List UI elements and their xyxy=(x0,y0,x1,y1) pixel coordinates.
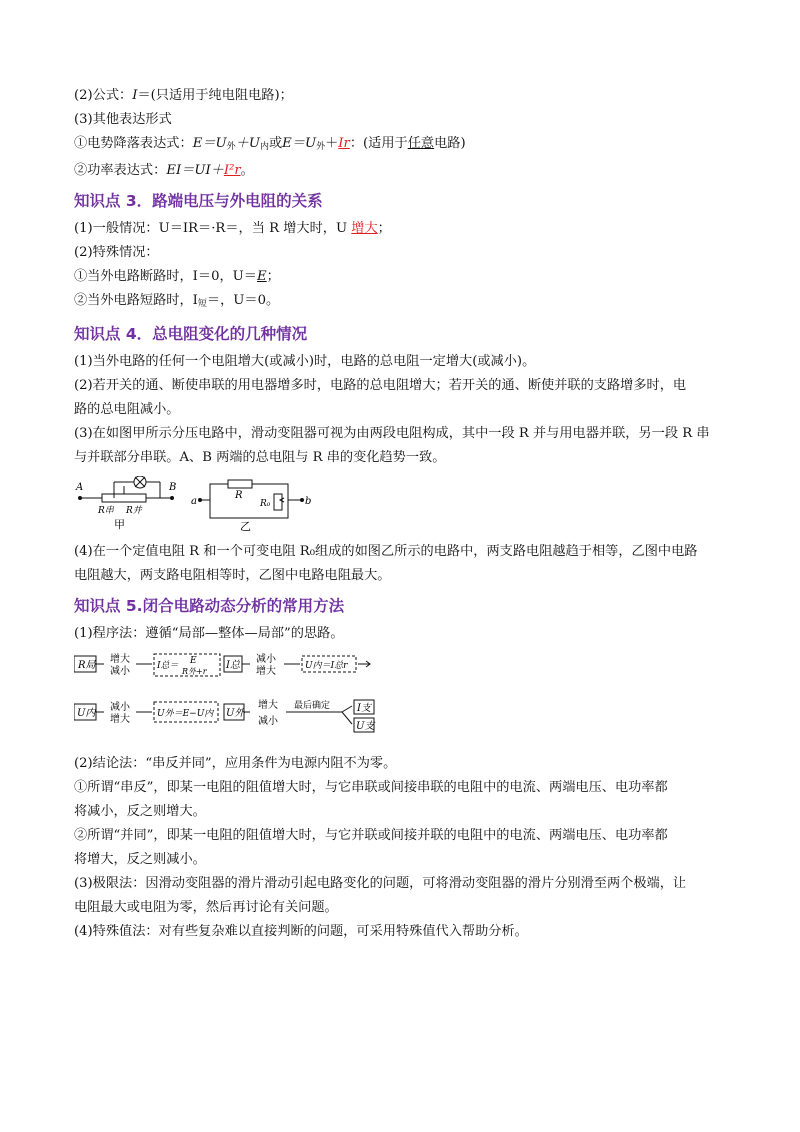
emf-note-pre: ：(适用于 xyxy=(349,136,408,151)
formula-prefix: (2)公式： xyxy=(74,88,133,103)
circuit-diagrams-svg xyxy=(74,476,314,532)
power-eq: EI＝UI＋ xyxy=(166,163,224,178)
flow2-down2: 减小 xyxy=(258,716,278,727)
emf-or: 或 xyxy=(268,136,283,151)
kp5-limit-b: 电阻最大或电阻为零，然后再讨论有关问题。 xyxy=(74,900,338,915)
power-label: ②功率表达式： xyxy=(74,163,167,178)
emf-note-underlined: 任意 xyxy=(407,136,435,151)
figure-jia xyxy=(79,476,177,502)
flow1-down1: 减小 xyxy=(110,666,130,677)
flow2-mid: 最后确定 xyxy=(294,701,331,711)
flow1-box4: U内＝I总r xyxy=(305,661,348,671)
kp3-heading: 知识点 3．路端电压与外电阻的关系 xyxy=(74,192,323,210)
flow1-box2-lhs: I总＝ xyxy=(157,661,179,671)
other-forms-line: (3)其他表达形式 xyxy=(74,112,172,127)
kp3-short-post: ＝，U＝0。 xyxy=(206,293,280,308)
label-R-series: R串 xyxy=(98,506,114,516)
kp3-general-text: (1)一般情况：U＝IR＝·R＝，当 R 增大时，U xyxy=(74,221,352,236)
label-R-parallel: R并 xyxy=(126,506,142,516)
kp5-c2a: ②所谓“并同”，即某一电阻的阻值增大时，与它并联或间接并联的电阻中的电流、两端电压、电功率都 xyxy=(74,828,668,843)
formula-suffix: ＝(只适用于纯电阻电路)； xyxy=(137,88,293,103)
label-a: a xyxy=(191,496,197,507)
label-b: b xyxy=(305,496,312,507)
flow2-up2: 增大 xyxy=(258,700,278,711)
label-R: R xyxy=(235,490,243,501)
figure-yi xyxy=(199,480,304,518)
kp4-p1: (1)当外电路的任何一个电阻增大(或减小)时，电路的总电阻一定增大(或减小)。 xyxy=(74,354,536,369)
flow2-box2: U外＝E−U内 xyxy=(157,709,214,719)
flow2-box5: U支 xyxy=(356,721,375,732)
emf-answer-ir: Ir xyxy=(338,136,350,151)
emf-plus: ＋U xyxy=(235,136,260,151)
kp3-open-line xyxy=(74,265,734,289)
caption-yi: 乙 xyxy=(240,520,251,532)
flow2-box4: I支 xyxy=(357,703,371,714)
kp4-p4b: 电阻越大，两支路电阻相等时，乙图中电路电阻最大。 xyxy=(74,568,391,583)
label-B: B xyxy=(169,482,177,493)
emf-sub1: 外 xyxy=(226,142,236,152)
formula-line xyxy=(74,84,734,108)
flow1-down2: 增大 xyxy=(256,666,276,677)
emf-sub3: 外 xyxy=(316,142,326,152)
power-answer: I²r xyxy=(223,163,241,178)
flow2-up1: 减小 xyxy=(110,702,130,713)
kp4-p3b: 与并联部分串联。A、B 两端的总电阻与 R 串的变化趋势一致。 xyxy=(74,450,446,465)
flow-svg xyxy=(74,652,394,744)
flow-diagrams xyxy=(74,652,734,748)
label-R0: R₀ xyxy=(260,499,271,509)
kp5-heading: 知识点 5.闭合电路动态分析的常用方法 xyxy=(74,597,345,615)
flow1-box1: R局 xyxy=(78,660,96,671)
emf-sub2: 内 xyxy=(259,142,269,152)
emf-note-post: 电路) xyxy=(434,136,466,151)
flow2-down1: 增大 xyxy=(110,714,130,725)
emf-drop-line xyxy=(74,132,734,159)
kp3-general-line xyxy=(74,217,734,241)
flow1-up1: 增大 xyxy=(110,654,130,665)
emf-plus2: ＋ xyxy=(325,136,339,151)
caption-jia: 甲 xyxy=(114,518,125,531)
kp4-p2b: 路的总电阻减小。 xyxy=(74,402,180,417)
kp5-c1a: ①所谓“串反”，即某一电阻的阻值增大时，与它串联或间接串联的电阻中的电流、两端电压、电功率都 xyxy=(74,780,668,795)
flow1-box3: I总 xyxy=(226,660,240,671)
circuit-figures xyxy=(74,476,734,536)
kp3-general-answer: 增大 xyxy=(351,221,378,236)
kp4-p2a: (2)若开关的通、断使串联的用电器增多时，电路的总电阻增大；若开关的通、断使并联的支路增多时，电 xyxy=(74,378,687,393)
document-page xyxy=(74,84,734,944)
kp4-p3a: (3)在如图甲所示分压电路中，滑动变阻器可视为由两段电阻构成，其中一段 R 并与用电器并联，另一段 R 串 xyxy=(74,426,710,441)
kp3-open-text: ①当外电路断路时，I＝0，U＝ xyxy=(74,269,257,284)
kp3-short-sub: 短 xyxy=(197,299,207,309)
kp5-special: (4)特殊值法：对有些复杂难以直接判断的问题，可采用特殊值代入帮助分析。 xyxy=(74,924,528,939)
kp3-open-end: ； xyxy=(266,269,280,284)
kp5-c1b: 将减小，反之则增大。 xyxy=(74,804,206,819)
kp4-p4a: (4)在一个定值电阻 R 和一个可变电阻 R₀组成的如图乙所示的电路中，两支路电阻越趋于相等，乙图中电路 xyxy=(74,544,698,559)
emf-drop-label: ①电势降落表达式： xyxy=(74,136,193,151)
flow1-box2-num: E xyxy=(190,656,197,666)
flow1-box2-den: R外+r xyxy=(182,667,207,676)
formula-var: I xyxy=(132,88,138,103)
kp5-conclusion: (2)结论法：“串反并同”，应用条件为电源内阻不为零。 xyxy=(74,756,397,771)
label-A: A xyxy=(76,482,84,493)
flow2-box3: U外 xyxy=(226,708,245,719)
kp3-special-line: (2)特殊情况： xyxy=(74,245,159,260)
kp4-heading: 知识点 4．总电阻变化的几种情况 xyxy=(74,325,308,343)
kp3-short-text: ②当外电路短路时，I xyxy=(74,293,198,308)
kp3-general-end: ； xyxy=(377,221,391,236)
kp5-c2b: 将增大，反之则减小。 xyxy=(74,852,206,867)
emf-eq2: E＝U xyxy=(282,136,317,151)
flow2-box1: U内 xyxy=(77,708,96,719)
kp3-short-line xyxy=(74,289,734,316)
power-end: 。 xyxy=(240,163,254,178)
kp3-open-answer: E xyxy=(256,269,267,284)
kp5-limit-a: (3)极限法：因滑动变阻器的滑片滑动引起电路变化的问题，可将滑动变阻器的滑片分别滑至两个极端，让 xyxy=(74,876,687,891)
power-line xyxy=(74,159,734,183)
flow1-up2: 减小 xyxy=(256,654,276,665)
emf-eq1: E＝U xyxy=(192,136,227,151)
kp5-program: (1)程序法：遵循“局部—整体—局部”的思路。 xyxy=(74,626,344,641)
